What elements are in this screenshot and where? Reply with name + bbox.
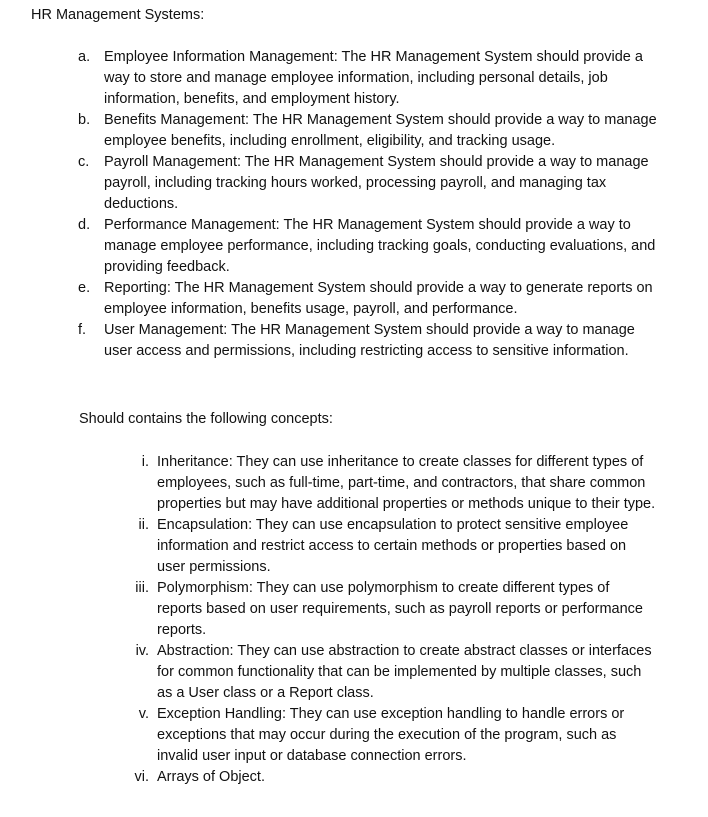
list-item-text: Inheritance: They can use inheritance to create classes for different types of employees, such as full-time, part-time, and contractors, that share common properties but may have additional properties or methods unique to their type. — [157, 454, 656, 512]
list-marker: f. — [78, 322, 87, 338]
document-title: HR Management Systems: — [31, 7, 205, 23]
concepts-heading: Should contains the following concepts: — [79, 411, 333, 427]
list-marker: ii. — [138, 517, 149, 533]
list-item — [0, 452, 708, 515]
list-marker: c. — [78, 154, 90, 170]
list-item-text: Arrays of Object. — [157, 769, 265, 785]
list-item-text: Encapsulation: They can use encapsulation to protect sensitive employee information and restrict access to certain methods or properties based on user permissions. — [157, 517, 629, 575]
list-marker: i. — [141, 454, 149, 470]
list-item — [0, 215, 708, 278]
list-marker: d. — [78, 217, 91, 233]
list-item-text: Performance Management: The HR Management System should provide a way to manage employee performance, including tracking goals, conducting evaluations, and providing feedback. — [104, 217, 656, 275]
concepts-list — [0, 452, 708, 788]
list-item-text: User Management: The HR Management System should provide a way to manage user access and permissions, including restricting access to sensitive information. — [104, 322, 635, 359]
list-marker: a. — [78, 49, 91, 65]
requirements-list — [0, 47, 708, 362]
list-item — [0, 704, 708, 767]
list-item — [0, 767, 708, 788]
list-item-text: Exception Handling: They can use exception handling to handle errors or exceptions that may occur during the execution of the program, such as invalid user input or database connection errors. — [157, 706, 625, 764]
list-item-text: Payroll Management: The HR Management System should provide a way to manage payroll, including tracking hours worked, processing payroll, and managing tax deductions. — [104, 154, 649, 212]
list-marker: e. — [78, 280, 91, 296]
list-item-text: Employee Information Management: The HR Management System should provide a way to store and manage employee information, including personal details, job information, benefits, and employment history. — [104, 49, 643, 107]
list-item — [0, 641, 708, 704]
list-item-text: Benefits Management: The HR Management System should provide a way to manage employee benefits, including enrollment, eligibility, and tracking usage. — [104, 112, 657, 149]
list-item — [0, 578, 708, 641]
list-marker: b. — [78, 112, 91, 128]
list-item — [0, 110, 708, 152]
list-marker: iv. — [135, 643, 149, 659]
list-item-text: Reporting: The HR Management System should provide a way to generate reports on employee information, benefits usage, payroll, and performance. — [104, 280, 653, 317]
list-item — [0, 152, 708, 215]
list-item — [0, 278, 708, 320]
list-marker: vi. — [134, 769, 149, 785]
list-item-text: Abstraction: They can use abstraction to create abstract classes or interfaces for common functionality that can be implemented by multiple classes, such as a User class or a Report class. — [157, 643, 652, 701]
list-item — [0, 47, 708, 110]
list-item — [0, 515, 708, 578]
list-marker: iii. — [135, 580, 149, 596]
list-item-text: Polymorphism: They can use polymorphism to create different types of reports based on user requirements, such as payroll reports or performance reports. — [157, 580, 643, 638]
list-marker: v. — [138, 706, 149, 722]
list-item — [0, 320, 708, 362]
